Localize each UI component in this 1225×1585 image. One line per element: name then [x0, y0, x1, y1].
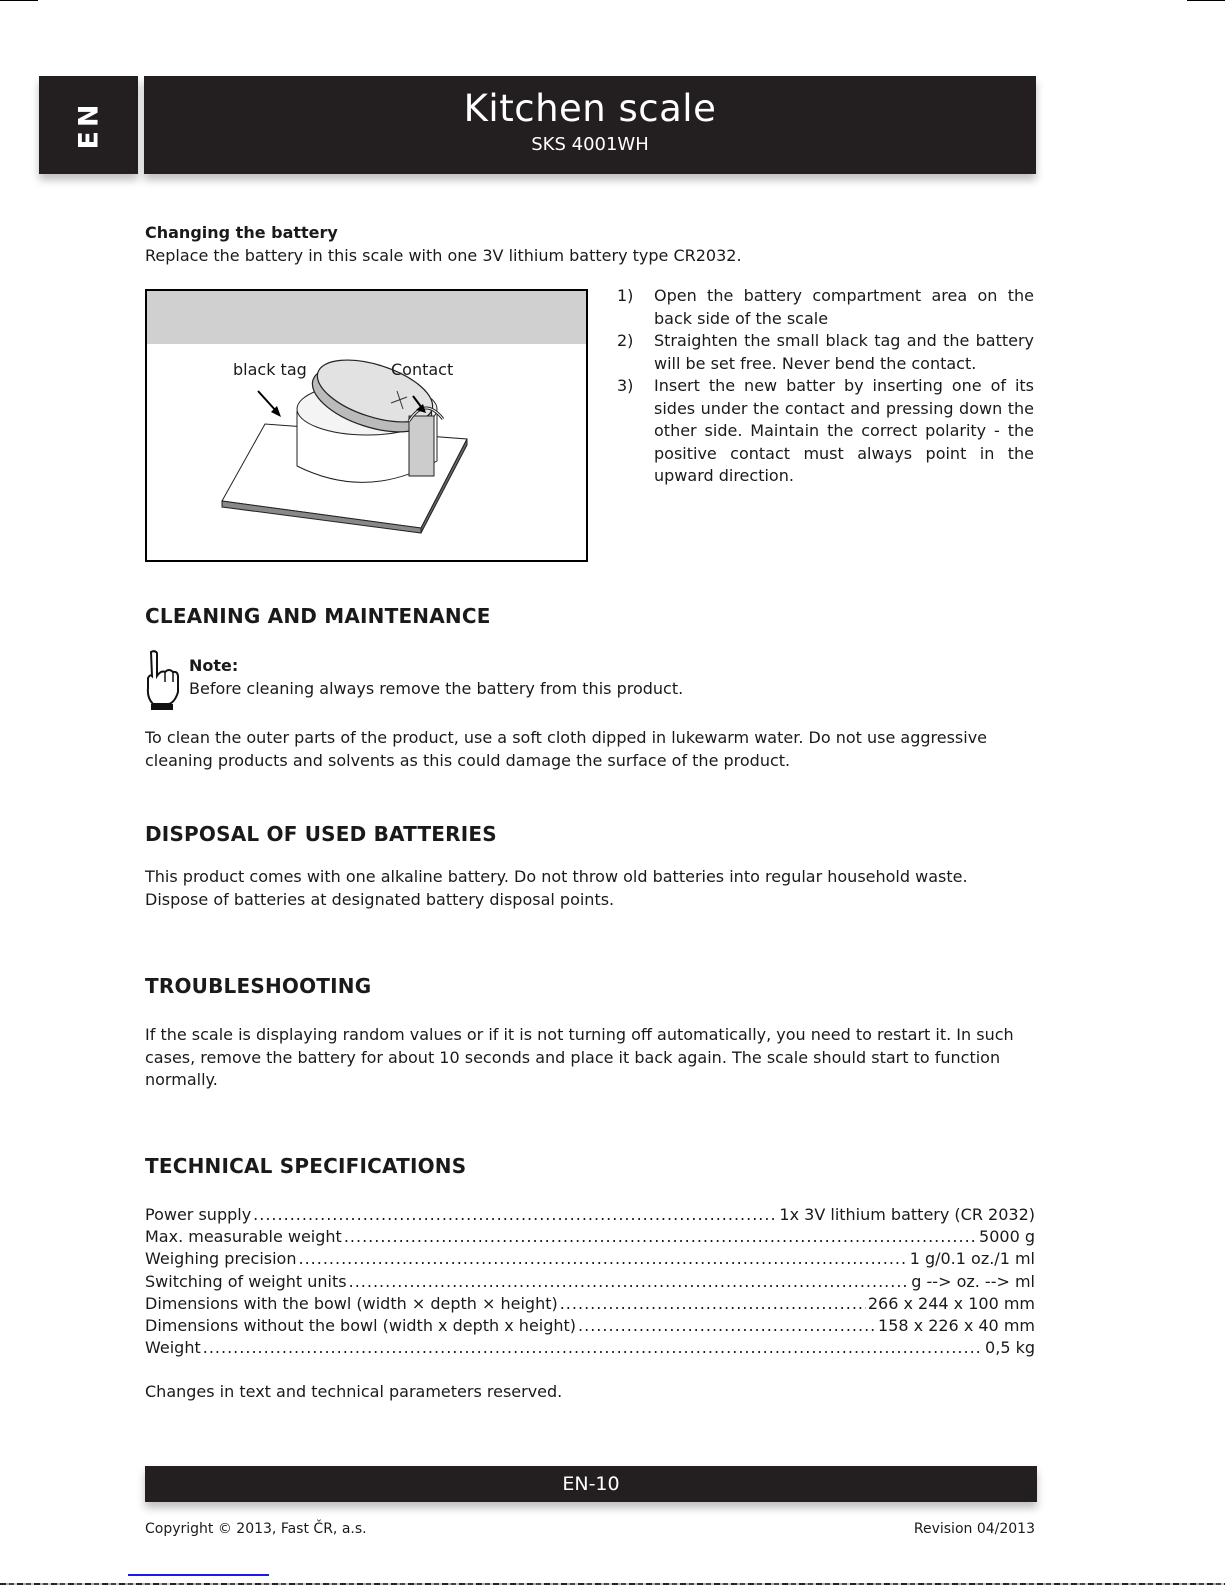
spec-row: [145, 1315, 1035, 1337]
spec-label: Weighing precision: [145, 1249, 297, 1269]
step-item: [617, 375, 1034, 488]
title-bar: [144, 76, 1036, 174]
crop-mark-left: [0, 0, 38, 1]
cleaning-body: To clean the outer parts of the product, use a soft cloth dipped in lukewarm water. Do not use aggressive cleaning products and solvents as this could damage the surface of the product.: [145, 728, 988, 770]
spec-row: [145, 1271, 1035, 1293]
spec-label: Switching of weight units: [145, 1271, 347, 1291]
language-code: EN: [73, 100, 104, 150]
dot-leader: [349, 1271, 910, 1293]
spec-label: Power supply: [145, 1205, 252, 1224]
dot-leader: [578, 1315, 876, 1337]
step-item: [617, 330, 1034, 375]
black-tag-label: black tag: [233, 360, 307, 379]
spec-row: [145, 1337, 1035, 1359]
step-text: Straighten the small black tag and the battery will be set free. Never bend the contact.: [654, 331, 1034, 373]
spec-value: 0,5 kg: [985, 1338, 1035, 1358]
step-number: 1): [617, 286, 634, 305]
cleaning-heading-block: [145, 605, 1035, 628]
step-number: 3): [617, 376, 634, 395]
dot-leader: [298, 1248, 907, 1270]
step-text: Insert the new batter by inserting one of its sides under the contact and pressing down the other side. Maintain the correct polarity - the positive contact must always point in the upward direction.: [654, 376, 1034, 485]
spec-list: [145, 1204, 1035, 1359]
specs-heading: TECHNICAL SPECIFICATIONS: [145, 1154, 467, 1178]
spec-row: [145, 1226, 1035, 1248]
specs-heading-block: [145, 1155, 1035, 1178]
disposal-heading-block: [145, 823, 1035, 846]
language-tab: [39, 76, 138, 174]
spec-value: 1x 3V lithium battery (CR 2032): [779, 1205, 1035, 1224]
troubleshooting-heading: TROUBLESHOOTING: [145, 974, 372, 998]
spec-row: [145, 1204, 1035, 1226]
disposal-heading: DISPOSAL OF USED BATTERIES: [145, 822, 497, 846]
step-text: Open the battery compartment area on the back side of the scale: [654, 286, 1034, 328]
page-header: [39, 76, 1039, 176]
battery-intro: [145, 222, 1035, 267]
document-title: Kitchen scale: [463, 87, 717, 130]
spec-label: Max. measurable weight: [145, 1227, 342, 1247]
contact-block: [409, 416, 434, 476]
spec-label: Dimensions without the bowl (width x depth x height): [145, 1316, 577, 1336]
note-box: [145, 650, 845, 712]
copyright: Copyright © 2013, Fast ČR, a.s.: [145, 1521, 367, 1537]
cleaning-heading: CLEANING AND MAINTENANCE: [145, 604, 491, 628]
spec-row: [145, 1248, 1035, 1270]
disposal-body: This product comes with one alkaline battery. Do not throw old batteries into regular household waste. Dispose of batteries at designated battery disposal points.: [145, 867, 968, 909]
link-underline: [128, 1574, 269, 1576]
page-number-bar: [145, 1466, 1037, 1502]
battery-figure: [145, 289, 588, 562]
spec-value: g --> oz. --> ml: [911, 1271, 1035, 1291]
spec-value: 158 x 226 x 40 mm: [878, 1316, 1035, 1336]
page-number: EN-10: [562, 1473, 620, 1495]
battery-heading: Changing the battery: [145, 223, 338, 242]
note-text: Before cleaning always remove the battery from this product.: [189, 678, 684, 698]
battery-intro-text: Replace the battery in this scale with one 3V lithium battery type CR2032.: [145, 245, 742, 265]
model-number: SKS 4001WH: [531, 134, 649, 155]
spec-row: [145, 1293, 1035, 1315]
crop-mark-right: [1187, 0, 1225, 1]
spec-value: 1 g/0.1 oz./1 ml: [909, 1249, 1035, 1269]
troubleshooting-body: If the scale is displaying random values or if it is not turning off automatically, you need to restart it. In such cases, remove the battery for about 10 seconds and place it back again. The scale should start to function normally.: [145, 1025, 1014, 1089]
dot-leader: [203, 1337, 983, 1359]
spec-label: Dimensions with the bowl (width × depth × height): [145, 1293, 558, 1313]
note-content: [189, 655, 683, 700]
step-number: 2): [617, 331, 634, 350]
revision: Revision 04/2013: [913, 1521, 1035, 1537]
spec-label: Weight: [145, 1338, 201, 1358]
battery-steps: [617, 285, 1034, 488]
troubleshooting-heading-block: [145, 975, 1035, 998]
dot-leader: [344, 1226, 977, 1248]
battery-illustration: [147, 291, 586, 560]
step-item: [617, 285, 1034, 330]
disclaimer: Changes in text and technical parameters reserved.: [145, 1382, 563, 1401]
spec-value: 5000 g: [979, 1227, 1035, 1247]
spec-value: 266 x 244 x 100 mm: [867, 1293, 1035, 1313]
pointing-hand-icon: [145, 650, 181, 712]
contact-label: Contact: [391, 360, 454, 379]
dot-leader: [253, 1204, 777, 1226]
dot-leader: [560, 1293, 866, 1315]
note-title: Note:: [189, 656, 239, 675]
